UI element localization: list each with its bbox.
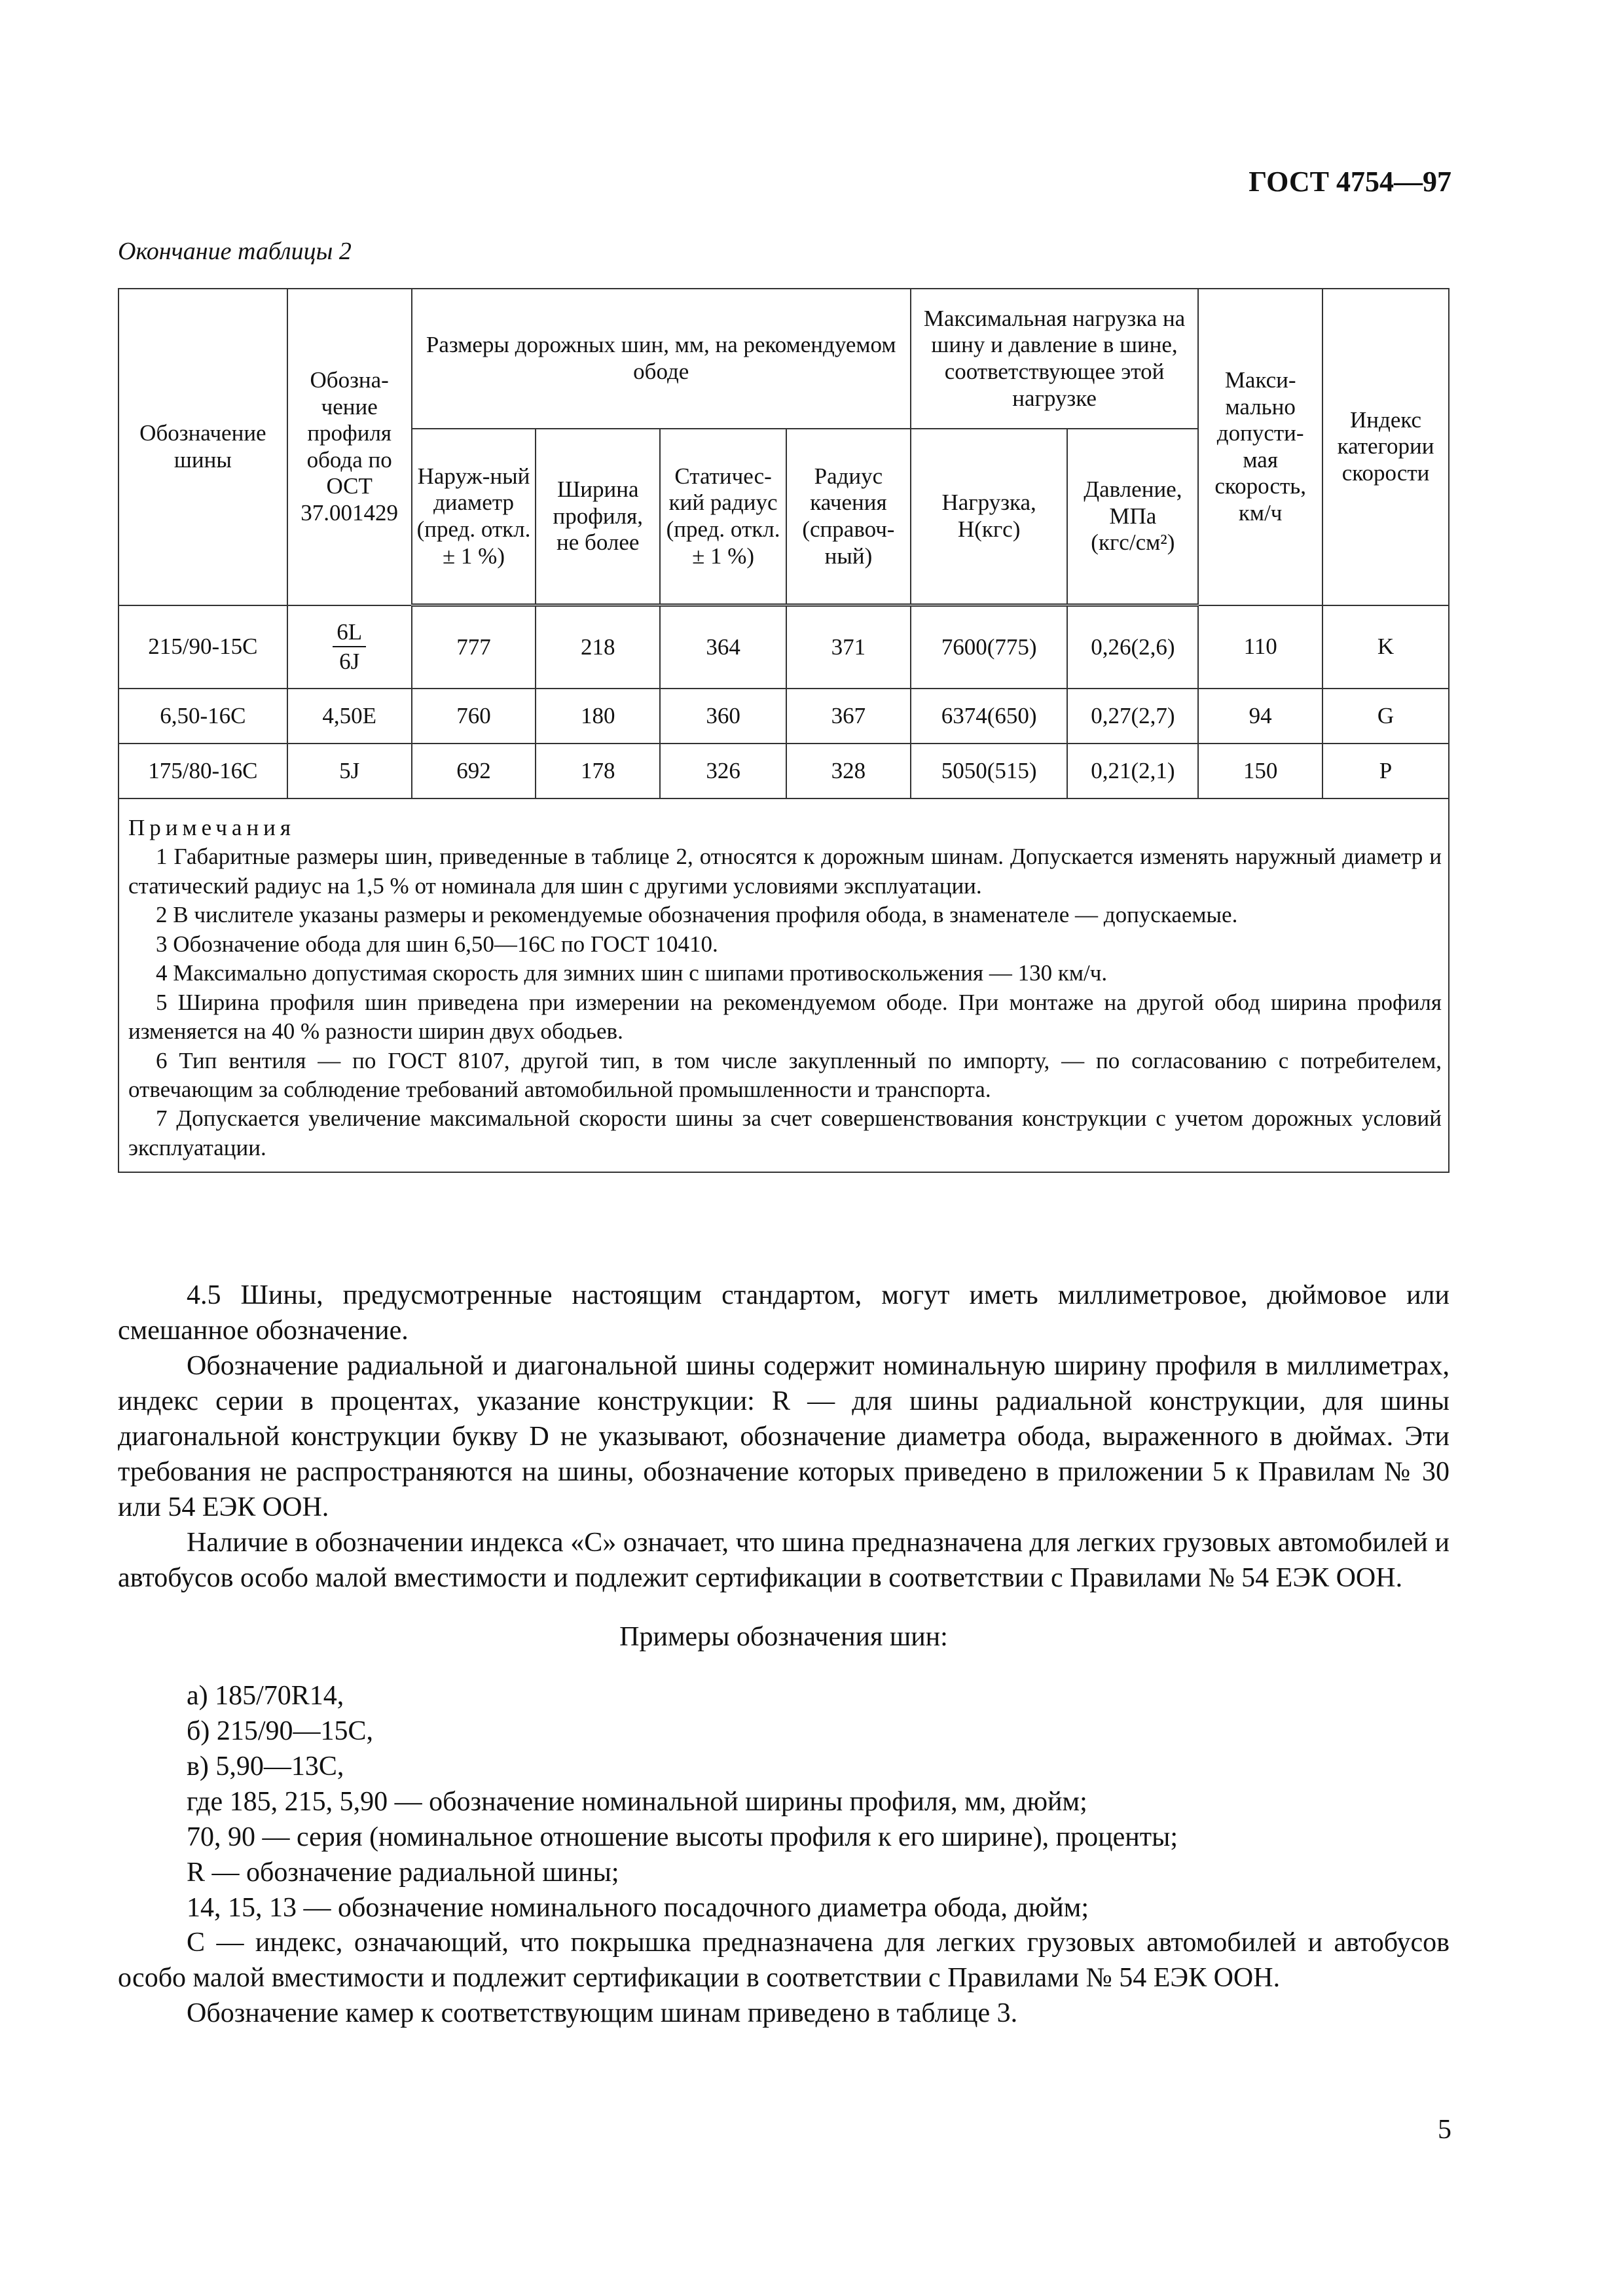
header-pressure-unit: (кгс/см²) (1091, 529, 1175, 556)
header-speed-index: Индекс категории скорости (1322, 289, 1449, 605)
paragraph: 4.5 Шины, предусмотренные настоящим стандартом, могут иметь миллиметровое, дюймовое или смешанное обозначение. (118, 1280, 1450, 1346)
table-row (119, 744, 1449, 798)
cell-load: 5050(515) (911, 744, 1068, 798)
paragraph: Обозначение радиальной и диагональной шины содержит номинальную ширину профиля в миллиметрах, индекс серии в процентах, указание конструкции: R — для шины радиальной конструкции, для шины диагональной конструкции букву D не указывают, обозначение диаметра обода, выраженного в дюймах. Эти требования не распространяются на шины, обозначение которых приведено в приложении 5 к Правилам № 30 или 54 ЕЭК ООН. (118, 1350, 1450, 1522)
note-item: 4 Максимально допустимая скорость для зимних шин с шипами противоскольжения — 130 км/ч. (156, 960, 1108, 986)
header-load: Нагрузка, Н(кгс) (911, 429, 1068, 605)
cell-outer-diameter: 760 (412, 689, 536, 744)
cell-pressure: 0,27(2,7) (1067, 689, 1198, 744)
explanation-item: 70, 90 — серия (номинальное отношение высоты профиля к его ширине), проценты; (187, 1821, 1178, 1852)
header-width: Ширина профиля, не более (536, 429, 660, 605)
header-designation: Обозначение шины (119, 289, 287, 605)
cell-designation: 215/90-15С (119, 605, 287, 689)
note-item: 3 Обозначение обода для шин 6,50—16С по ГОСТ 10410. (156, 931, 718, 957)
header-rolling-radius: Радиус качения (справоч-ный) (786, 429, 911, 605)
example-item: в) 5,90—13С, (187, 1751, 344, 1782)
rim-denominator: 6J (339, 649, 360, 675)
cell-width: 178 (536, 744, 660, 798)
explanation-item: R — обозначение радиальной шины; (187, 1857, 619, 1888)
table-row (119, 605, 1449, 689)
page-number: 5 (1438, 2115, 1451, 2145)
cell-rim (287, 605, 412, 689)
notes-title: Примечания (128, 815, 296, 840)
table-caption: Окончание таблицы 2 (118, 238, 352, 265)
cell-width: 218 (536, 605, 660, 689)
cell-speed-index: G (1322, 689, 1449, 744)
table-row (119, 689, 1449, 744)
cell-rolling-radius: 367 (786, 689, 911, 744)
note-item: 5 Ширина профиля шин приведена при измерении на рекомендуемом ободе. При монтаже на другой обод ширина профиля изменяется на 40 % разности ширин двух ободьев. (128, 989, 1442, 1045)
cell-rim: 5J (287, 744, 412, 798)
cell-load: 7600(775) (911, 605, 1068, 689)
header-static-radius: Статичес-кий радиус (пред. откл. ± 1 %) (660, 429, 786, 605)
header-load-group: Максимальная нагрузка на шину и давление в шине, соответствующее этой нагрузке (911, 289, 1198, 429)
header-pressure-label: Давление, МПа (1084, 476, 1182, 529)
explanation-item: где 185, 215, 5,90 — обозначение номинальной ширины профиля, мм, дюйм; (187, 1786, 1087, 1817)
cell-static-radius: 326 (660, 744, 786, 798)
cell-max-speed: 110 (1198, 605, 1322, 689)
cell-rolling-radius: 328 (786, 744, 911, 798)
cell-load: 6374(650) (911, 689, 1068, 744)
header-outer-diameter: Наруж-ный диаметр (пред. откл. ± 1 %) (412, 429, 536, 605)
cell-rolling-radius: 371 (786, 605, 911, 689)
cell-max-speed: 150 (1198, 744, 1322, 798)
cell-static-radius: 364 (660, 605, 786, 689)
cell-outer-diameter: 692 (412, 744, 536, 798)
cell-pressure: 0,26(2,6) (1067, 605, 1198, 689)
cell-designation: 6,50-16С (119, 689, 287, 744)
header-max-speed: Макси-мально допусти-мая скорость, км/ч (1198, 289, 1322, 605)
note-item: 6 Тип вентиля — по ГОСТ 8107, другой тип, в том числе закупленный по импорту, — по согласованию с потребителем, отвечающим за соблюдение требований автомобильной промышленности и транспорта. (128, 1047, 1442, 1102)
examples-title: Примеры обозначения шин: (619, 1621, 948, 1652)
header-rim-profile: Обозна-чение профиля обода по ОСТ 37.001429 (287, 289, 412, 605)
rim-fraction (333, 618, 366, 677)
body-text (118, 1278, 1450, 2032)
rim-numerator: 6L (333, 618, 366, 648)
note-item: 7 Допускается увеличение максимальной скорости шины за счет совершенствования конструкции с учетом дорожных условий эксплуатации. (128, 1105, 1442, 1160)
table-notes (119, 798, 1449, 1172)
cell-static-radius: 360 (660, 689, 786, 744)
table-notes-row (119, 798, 1449, 1172)
header-pressure (1067, 429, 1198, 605)
note-item: 1 Габаритные размеры шин, приведенные в таблице 2, относятся к дорожным шинам. Допускается изменять наружный диаметр и статический радиус на 1,5 % от номинала для шин с другими условиями эксплуатации. (128, 844, 1442, 899)
cell-speed-index: K (1322, 605, 1449, 689)
tire-spec-table (118, 288, 1450, 1173)
cell-pressure: 0,21(2,1) (1067, 744, 1198, 798)
example-item: б) 215/90—15С, (187, 1715, 374, 1746)
cell-rim: 4,50E (287, 689, 412, 744)
cell-speed-index: P (1322, 744, 1449, 798)
paragraph: Обозначение камер к соответствующим шинам приведено в таблице 3. (187, 1998, 1018, 2029)
cell-designation: 175/80-16С (119, 744, 287, 798)
example-item: а) 185/70R14, (187, 1680, 344, 1711)
cell-width: 180 (536, 689, 660, 744)
document-header: ГОСТ 4754—97 (1249, 166, 1451, 198)
explanation-item: 14, 15, 13 — обозначение номинального посадочного диаметра обода, дюйм; (187, 1892, 1089, 1923)
header-dimensions-group: Размеры дорожных шин, мм, на рекомендуемом ободе (412, 289, 911, 429)
paragraph: С — индекс, означающий, что покрышка предназначена для легких грузовых автомобилей и автобусов особо малой вместимости и подлежит сертификации в соответствии с Правилами № 54 ЕЭК ООН. (118, 1928, 1450, 1994)
cell-outer-diameter: 777 (412, 605, 536, 689)
cell-max-speed: 94 (1198, 689, 1322, 744)
paragraph: Наличие в обозначении индекса «С» означает, что шина предназначена для легких грузовых автомобилей и автобусов особо малой вместимости и подлежит сертификации в соответствии с Правилами № 54 ЕЭК ООН. (118, 1527, 1450, 1593)
note-item: 2 В числителе указаны размеры и рекомендуемые обозначения профиля обода, в знаменателе — допускаемые. (156, 902, 1238, 928)
